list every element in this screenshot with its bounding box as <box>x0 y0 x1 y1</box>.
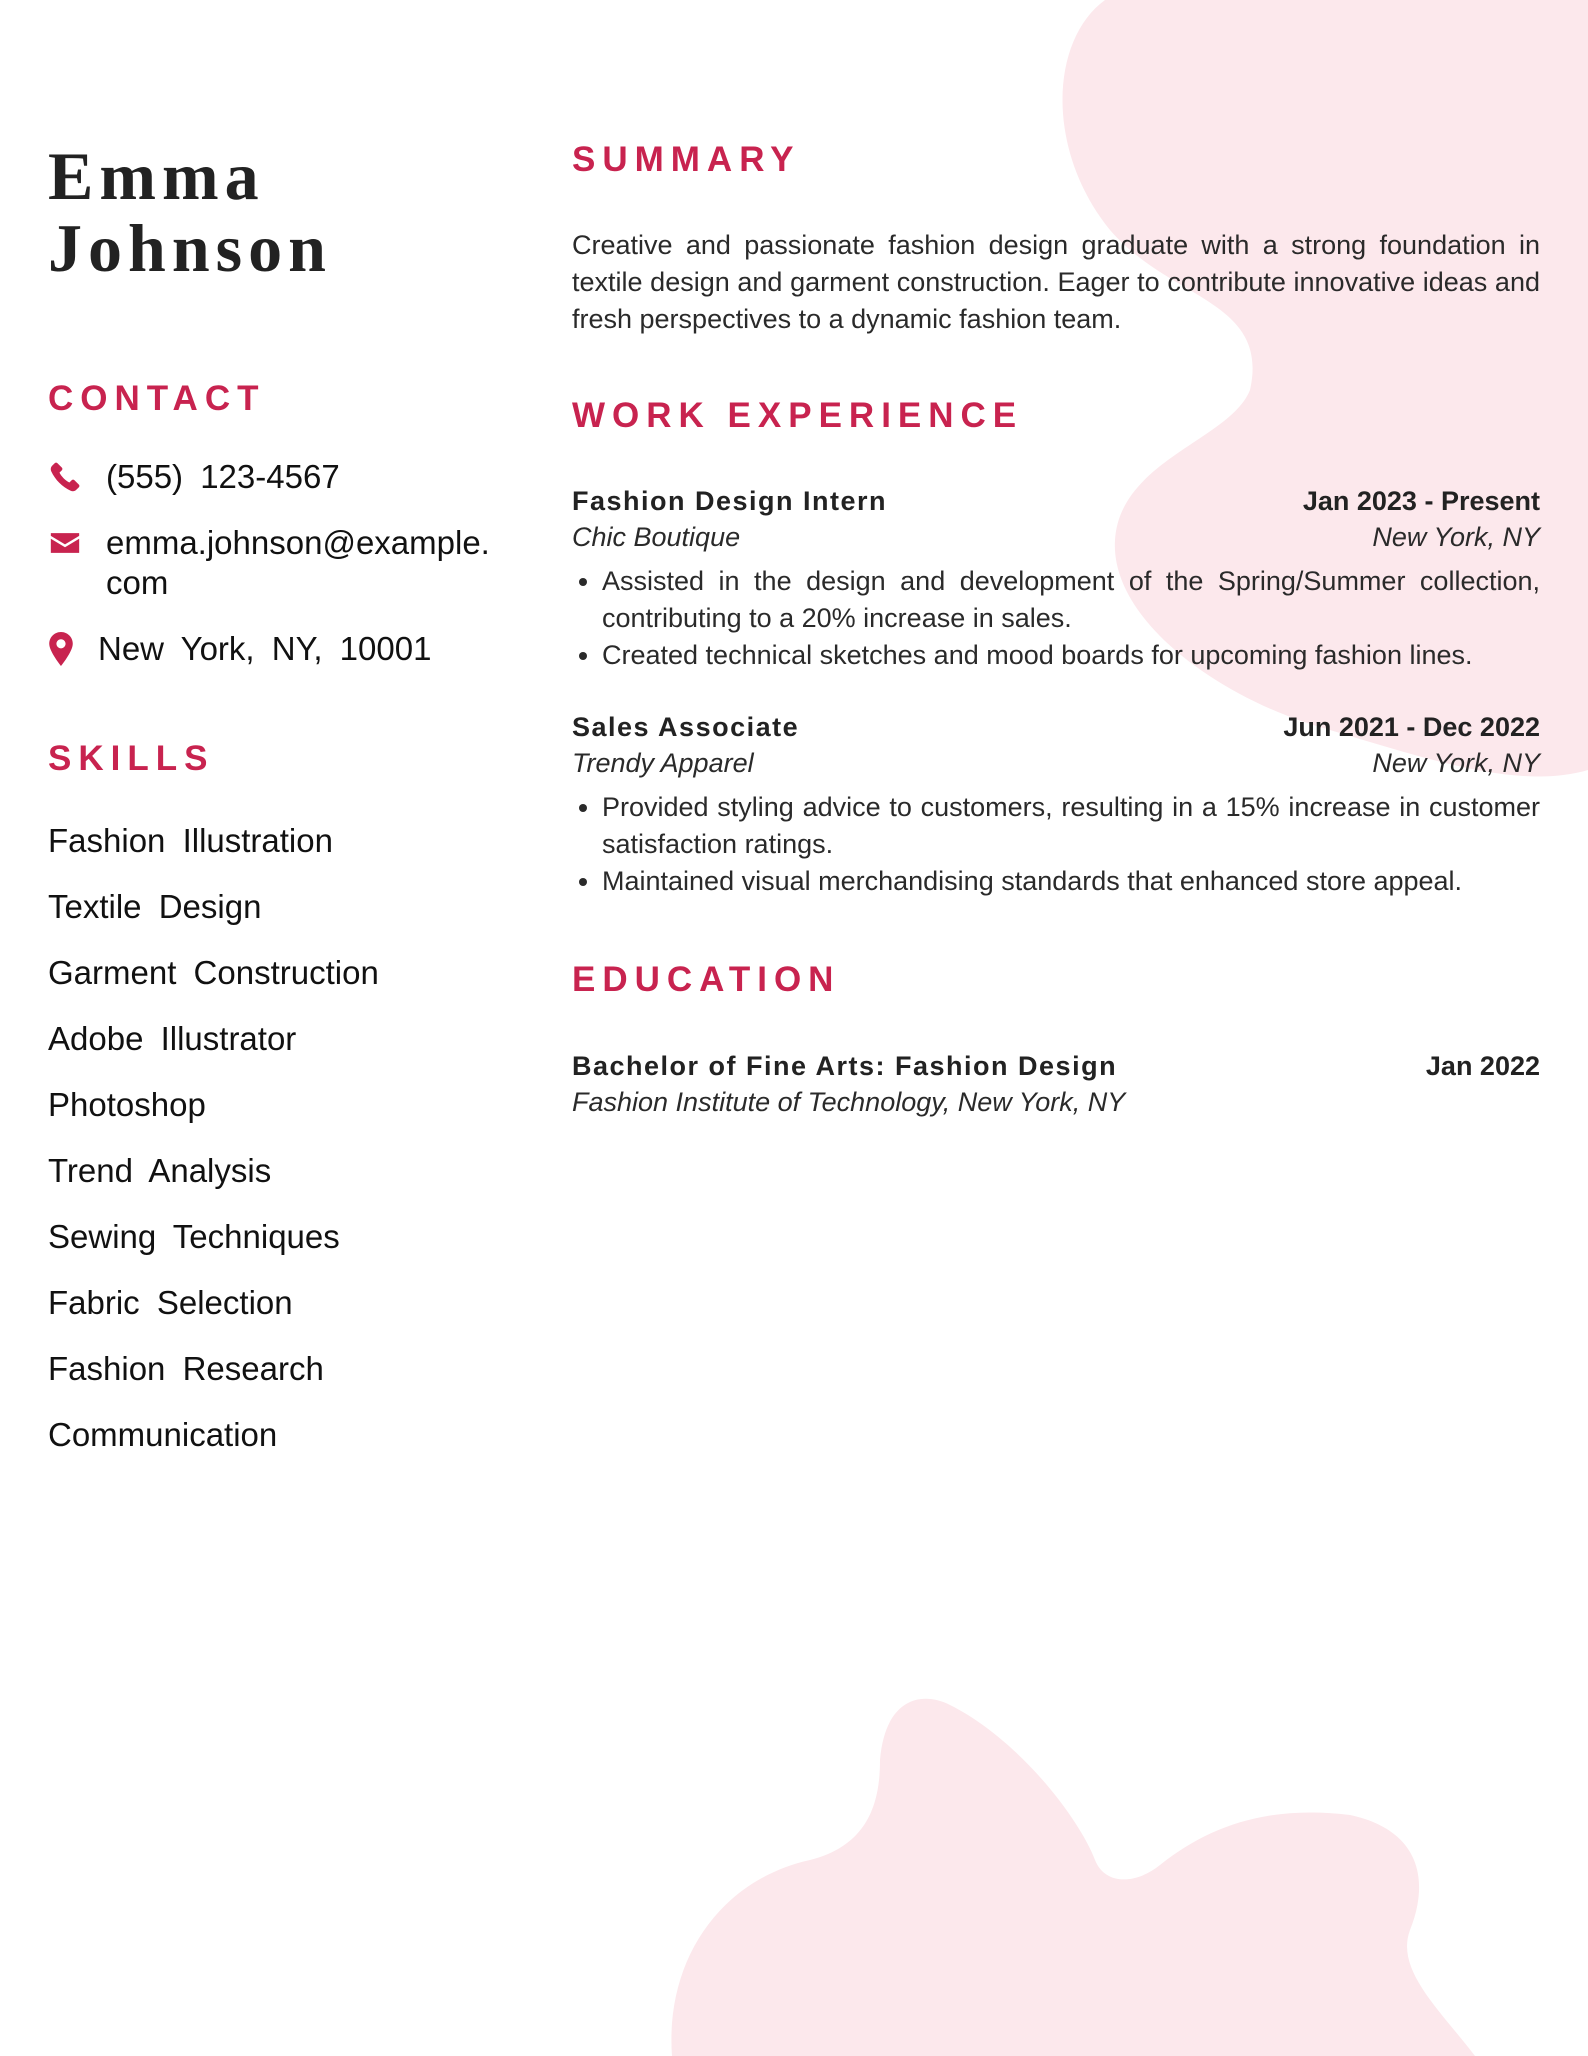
job-location: New York, NY <box>1372 748 1540 778</box>
right-column <box>572 140 1540 1120</box>
envelope-icon <box>48 526 82 560</box>
map-pin-icon <box>48 632 74 666</box>
skill-item: Photoshop <box>48 1086 206 1123</box>
contact-list <box>48 457 508 669</box>
job-bullets <box>572 563 1540 674</box>
job-bullet: • Maintained visual merchandising standards that enhanced store appeal. <box>602 863 1540 900</box>
job-bullet: • Provided styling advice to customers, resulting in a 15% increase in customer satisfaction ratings. <box>602 789 1540 863</box>
education-header <box>572 1048 1540 1084</box>
summary-text: Creative and passionate fashion design graduate with a strong foundation in textile design and garment construction. Eager to contribute innovative ideas and fresh perspectives to a dynamic fashion team. <box>572 230 1540 334</box>
skill-item: Communication <box>48 1416 278 1453</box>
left-column <box>48 140 508 1497</box>
skill-item: Trend Analysis <box>48 1152 272 1189</box>
degree-name: Bachelor of Fine Arts: Fashion Design <box>572 1051 1118 1081</box>
education-heading: EDUCATION <box>572 960 841 999</box>
company-name: Trendy Apparel <box>572 748 754 778</box>
phone-icon <box>48 460 82 494</box>
skill-item: Garment Construction <box>48 954 379 991</box>
job-bullet: • Assisted in the design and development of the Spring/Summer collection, contributing to a 20% increase in sales. <box>602 563 1540 637</box>
bottom-blob <box>671 1699 1475 2056</box>
skills-list <box>48 821 508 1481</box>
job-bullets <box>572 789 1540 900</box>
job-dates: Jan 2023 - Present <box>1302 486 1540 516</box>
job-dates: Jun 2021 - Dec 2022 <box>1283 712 1540 742</box>
contact-location <box>48 629 508 669</box>
job-subheader <box>572 519 1540 555</box>
contact-heading: CONTACT <box>48 379 266 418</box>
company-name: Chic Boutique <box>572 522 741 552</box>
job-header <box>572 483 1540 519</box>
skills-heading: SKILLS <box>48 739 215 778</box>
graduation-date: Jan 2022 <box>1425 1051 1540 1081</box>
job-subheader <box>572 745 1540 781</box>
contact-email <box>48 523 508 603</box>
work-experience-heading: WORK EXPERIENCE <box>572 396 1024 435</box>
phone-text: (555) 123-4567 <box>106 458 340 495</box>
skill-item: Fashion Illustration <box>48 822 333 859</box>
last-name: Johnson <box>48 210 332 286</box>
contact-phone <box>48 457 508 497</box>
skill-item: Adobe Illustrator <box>48 1020 297 1057</box>
skill-item: Textile Design <box>48 888 262 925</box>
first-name: Emma <box>48 138 265 214</box>
job-entry <box>572 483 1540 674</box>
job-title: Sales Associate <box>572 712 800 742</box>
skill-item: Fashion Research <box>48 1350 324 1387</box>
skill-item: Sewing Techniques <box>48 1218 340 1255</box>
education-entry <box>572 1048 1540 1120</box>
summary-heading: SUMMARY <box>572 140 801 179</box>
location-text: New York, NY, 10001 <box>98 630 432 667</box>
skill-item: Fabric Selection <box>48 1284 293 1321</box>
job-location: New York, NY <box>1372 522 1540 552</box>
job-bullet: • Created technical sketches and mood boards for upcoming fashion lines. <box>602 637 1540 674</box>
school-name: Fashion Institute of Technology, New York, NY <box>572 1087 1126 1117</box>
email-link[interactable]: emma.johnson@example.com <box>106 524 490 601</box>
candidate-name <box>48 140 508 284</box>
job-header <box>572 709 1540 745</box>
job-title: Fashion Design Intern <box>572 486 888 516</box>
job-entry <box>572 709 1540 900</box>
